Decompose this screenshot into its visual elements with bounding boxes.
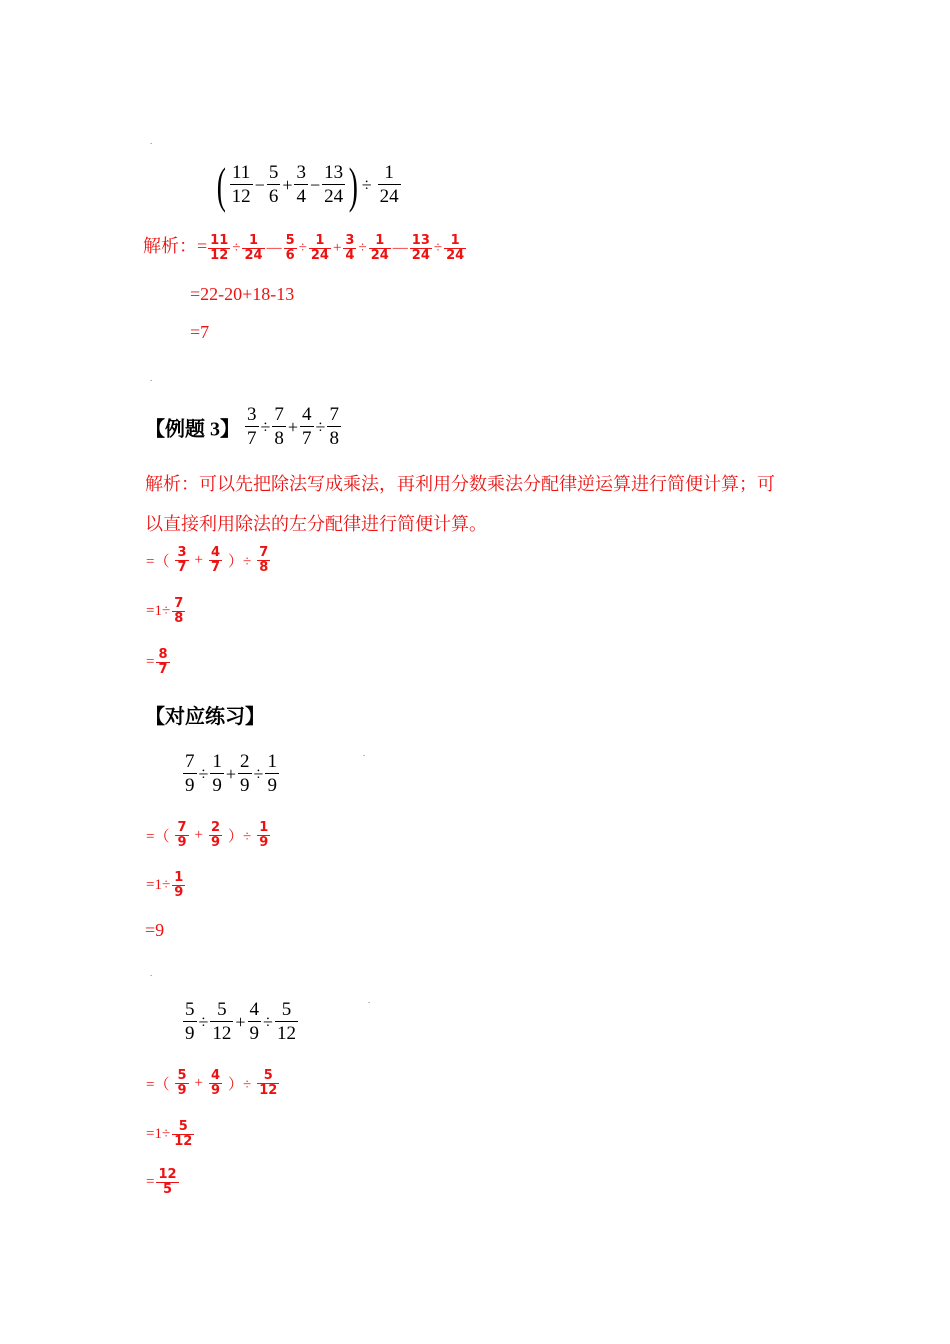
problem1-terms <box>229 162 346 207</box>
denominator: 7 <box>302 428 312 449</box>
fraction: $\frac{7}{8}$ <box>259 545 269 575</box>
problem1-step2: =22-20+18-13 <box>190 284 295 304</box>
fraction <box>265 750 279 798</box>
numerator: 5 <box>185 999 195 1020</box>
denominator: 24 <box>446 247 465 263</box>
numerator: 3 <box>345 232 355 248</box>
fraction: $\frac{5}{12}$ <box>259 1068 278 1098</box>
fraction: $\frac{4}{7}$ <box>210 545 221 575</box>
denominator: 9 <box>185 775 195 796</box>
problem1-solution-terms <box>207 232 467 263</box>
practice-q2-step1: =（ $\frac{5}{9}$ + $\frac{4}{9}$ ）÷ $\frac{5}{12}$ <box>146 1068 278 1098</box>
operator: ÷ <box>232 239 241 256</box>
numerator: 1 <box>309 234 331 249</box>
practice-q2-terms <box>182 999 299 1044</box>
denominator: 4 <box>296 186 306 207</box>
fraction <box>309 234 331 263</box>
numerator: 5 <box>275 998 298 1022</box>
fraction <box>238 750 252 798</box>
paragraph-mark: . <box>150 373 153 383</box>
denominator: 9 <box>267 775 277 796</box>
denominator: 9 <box>185 1023 195 1044</box>
fraction <box>369 234 391 263</box>
numerator: 5 <box>210 998 233 1022</box>
paragraph-mark: . <box>368 995 371 1005</box>
example3-analysis-line1: 解析：可以先把除法写成乘法，再利用分数乘法分配律逆运算进行简便计算；可 <box>145 474 775 494</box>
denominator: 7 <box>247 428 257 449</box>
divide-sign: ÷ <box>361 174 372 195</box>
example3-step1: =（ $\frac{3}{7}$ + $\frac{4}{7}$ ）÷ $\frac{7}{8}$ <box>146 545 269 575</box>
fraction: $\frac{1}{9}$ <box>174 870 184 900</box>
fraction: $\frac{1}{9}$ <box>259 820 269 850</box>
example3-terms <box>244 404 342 449</box>
operator: ÷ <box>433 239 443 256</box>
numerator: 7 <box>329 404 339 425</box>
fraction <box>294 161 308 209</box>
fraction <box>183 750 197 798</box>
denominator: 4 <box>345 247 355 263</box>
practice-q1-expression <box>182 750 280 798</box>
example3-label: 【例题 3】 <box>145 418 240 441</box>
fraction <box>230 161 253 209</box>
fraction <box>183 998 197 1046</box>
fraction <box>245 403 259 451</box>
fraction <box>210 750 224 798</box>
operator: ÷ <box>358 239 367 256</box>
fraction: $\frac{5}{12}$ <box>174 1119 193 1149</box>
denominator: 24 <box>244 247 263 263</box>
fraction <box>248 998 262 1046</box>
example3-analysis-line2: 以直接利用除法的左分配律进行简便计算。 <box>145 514 487 534</box>
operator: + <box>287 416 299 437</box>
fraction <box>267 161 281 209</box>
numerator: 3 <box>296 162 306 183</box>
operator: + <box>332 239 342 256</box>
practice-q1-terms <box>182 751 280 796</box>
fraction <box>300 403 314 451</box>
fraction <box>208 234 230 263</box>
denominator: 8 <box>274 428 284 449</box>
problem1-step3: =7 <box>190 322 210 342</box>
operator: ÷ <box>198 763 209 784</box>
example3-step3: = $\frac{8}{7}$ <box>146 647 168 677</box>
practice-q1-step2: =1÷ $\frac{1}{9}$ <box>146 870 184 900</box>
fraction: $\frac{3}{7}$ <box>177 545 187 575</box>
denominator: 12 <box>212 1023 232 1044</box>
numerator: 4 <box>302 404 312 425</box>
fraction <box>343 234 356 263</box>
numerator: 5 <box>285 232 295 248</box>
denominator: 24 <box>370 247 389 263</box>
practice-q2-step2: =1÷ $\frac{5}{12}$ <box>146 1119 193 1149</box>
denominator: 6 <box>285 247 295 263</box>
denominator: 24 <box>411 247 430 263</box>
open-paren: ( <box>216 157 226 213</box>
operator: + <box>282 174 293 195</box>
numerator: 5 <box>268 162 279 183</box>
numerator: 13 <box>324 162 344 183</box>
operator: ÷ <box>298 239 307 256</box>
numerator: 1 <box>369 234 391 249</box>
operator: ÷ <box>315 416 326 437</box>
fraction <box>242 234 264 263</box>
fraction <box>210 998 233 1046</box>
numerator: 11 <box>230 161 253 185</box>
operator: — <box>392 239 408 256</box>
fraction: $\frac{8}{7}$ <box>158 647 168 677</box>
example3-heading <box>145 403 342 451</box>
denominator: 24 <box>310 247 329 263</box>
denominator: 12 <box>276 1023 296 1044</box>
fraction: $\frac{7}{8}$ <box>174 596 184 626</box>
fraction: $\frac{2}{9}$ <box>210 820 221 850</box>
fraction: $\frac{4}{9}$ <box>210 1068 221 1098</box>
fraction: $\frac{5}{9}$ <box>177 1068 187 1098</box>
fraction <box>322 161 345 209</box>
numerator: 3 <box>247 404 257 425</box>
numerator: 7 <box>185 751 195 772</box>
operator: ÷ <box>260 416 271 437</box>
numerator: 11 <box>210 232 229 248</box>
operator: ÷ <box>263 1011 273 1032</box>
numerator: 13 <box>411 232 430 248</box>
practice-q2-expression <box>182 998 299 1046</box>
operator: + <box>235 1011 246 1032</box>
numerator: 2 <box>240 751 250 772</box>
fraction <box>275 998 298 1046</box>
denominator: 24 <box>324 186 344 207</box>
solution-label: 解析：= <box>143 236 208 256</box>
denominator: 8 <box>329 428 339 449</box>
practice-heading: 【对应练习】 <box>145 706 265 728</box>
fraction <box>410 234 432 263</box>
paragraph-mark: . <box>363 748 366 758</box>
fraction: $\frac{12}{5}$ <box>158 1167 177 1197</box>
operator: ÷ <box>198 1011 209 1032</box>
operator: ÷ <box>253 763 264 784</box>
denominator: 9 <box>249 1023 260 1044</box>
paragraph-mark: . <box>150 968 153 978</box>
fraction <box>327 403 341 451</box>
numerator: 7 <box>274 404 284 425</box>
practice-q2-step3: = $\frac{12}{5}$ <box>146 1167 177 1197</box>
numerator: 1 <box>212 751 222 772</box>
fraction <box>272 403 286 451</box>
operator: − <box>254 174 265 195</box>
example3-step2: =1÷ $\frac{7}{8}$ <box>146 596 184 626</box>
numerator: 1 <box>242 234 264 249</box>
operator: − <box>309 174 321 195</box>
practice-q1-step3: =9 <box>145 920 165 940</box>
practice-q1-step1: =（ $\frac{7}{9}$ + $\frac{2}{9}$ ）÷ $\frac{1}{9}$ <box>146 820 269 850</box>
close-paren: ) <box>348 157 359 213</box>
problem1-solution-step1 <box>143 232 467 263</box>
denominator: 6 <box>268 186 279 207</box>
operator: + <box>225 763 237 784</box>
paragraph-mark: . <box>150 136 153 146</box>
fraction: $\frac{7}{9}$ <box>177 820 187 850</box>
numerator: 1 <box>444 234 466 249</box>
fraction: $\frac{1}{24}$ <box>379 162 399 207</box>
fraction <box>444 234 466 263</box>
problem1-expression <box>216 157 402 213</box>
operator: — <box>266 239 282 256</box>
denominator: 12 <box>231 186 251 207</box>
numerator: 1 <box>267 751 277 772</box>
numerator: 4 <box>249 999 260 1020</box>
denominator: 9 <box>212 775 222 796</box>
fraction <box>284 234 297 263</box>
denominator: 12 <box>210 247 229 263</box>
denominator: 9 <box>240 775 250 796</box>
